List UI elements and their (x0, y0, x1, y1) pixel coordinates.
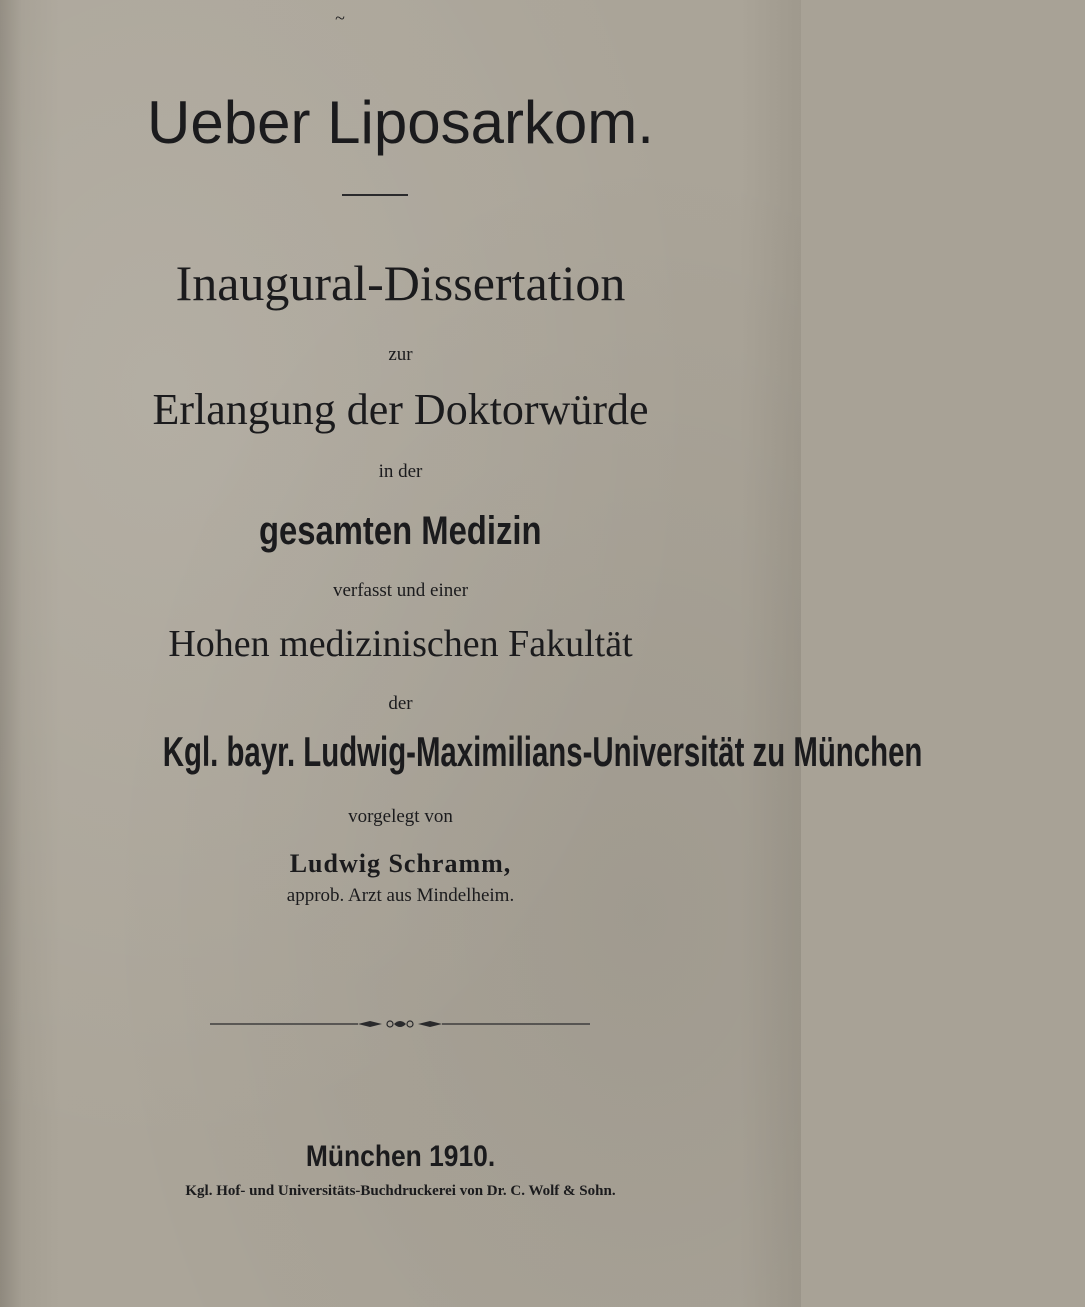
city-year-line (0, 1140, 801, 1174)
vorgelegt-line: vorgelegt von (348, 806, 453, 827)
printer-line: Kgl. Hof- und Universitäts-Buchdruckerei von Dr. C. Wolf & Sohn. (185, 1183, 616, 1199)
erlangung-line: Erlangung der Doktorwürde (152, 385, 649, 434)
subject-text: gesamten Medizin (259, 509, 542, 553)
city-year-text: München 1910. (305, 1140, 496, 1173)
faculty-line: Hohen medizinischen Fakultät (168, 623, 633, 665)
author-name: Ludwig Schramm, (289, 849, 512, 878)
verfasst-line: verfasst und einer (332, 580, 469, 601)
title-divider (342, 194, 408, 196)
zur-line: zur (388, 344, 413, 365)
university-text: Kgl. bayr. Ludwig-Maximilians-Universität zu München (162, 728, 923, 775)
author-affiliation: approb. Arzt aus Mindelheim. (286, 885, 515, 906)
corner-mark (0, 8, 680, 29)
university-line (0, 728, 923, 777)
document-title: Ueber Liposarkom. (147, 89, 654, 156)
subject-line (0, 507, 801, 554)
dissertation-heading: Inaugural-Dissertation (175, 255, 626, 311)
ornament-divider-icon (210, 1018, 590, 1030)
corner-mark-text: ~ (335, 8, 345, 28)
der-line: der (388, 693, 413, 714)
in-der-line: in der (378, 461, 423, 482)
